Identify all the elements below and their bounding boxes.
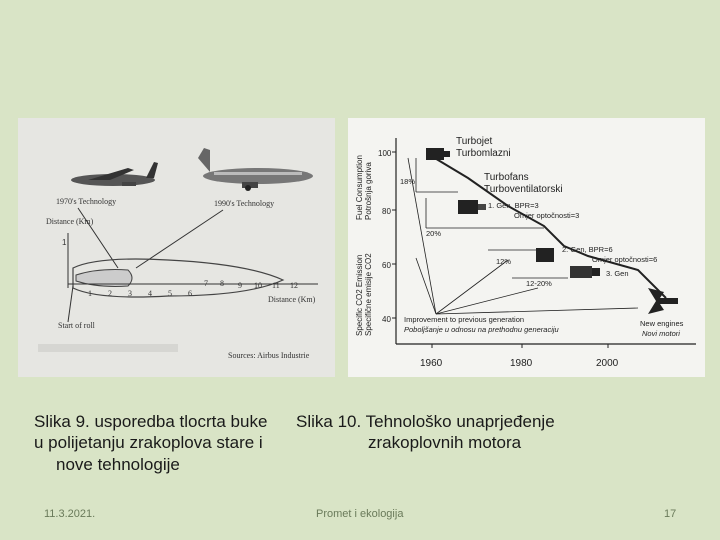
engine-evolution-figure	[348, 118, 705, 377]
x-tick: 9	[238, 281, 242, 290]
y-tick: 60	[382, 261, 391, 270]
new-engines-en: New engines	[640, 319, 684, 328]
trend-line	[428, 154, 666, 298]
plane-1970-icon	[71, 162, 158, 186]
x-tick: 8	[220, 279, 224, 288]
caption-left-line2: u polijetanju zrakoplova stare i	[34, 433, 263, 453]
plane-1990-icon	[198, 148, 313, 191]
x-tick: 5	[168, 289, 172, 298]
noise-footprint-figure	[18, 118, 335, 377]
turbomlazni-label: Turbomlazni	[456, 148, 511, 159]
x-tick: 11	[272, 281, 280, 290]
x-tick: 6	[188, 289, 192, 298]
gen3-engine-icon	[570, 266, 600, 278]
y-tick: 40	[382, 315, 391, 324]
caption-right	[296, 411, 596, 454]
y-title2-en: Specific CO2 Emission	[355, 254, 364, 336]
x-tick: 1	[88, 289, 92, 298]
turbojet-engine-icon	[426, 148, 450, 160]
turbofans-label: Turbofans	[484, 172, 529, 183]
label-1990: 1990's Technology	[214, 199, 275, 208]
caption-right-line2: zrakoplovnih motora	[368, 433, 522, 453]
footer-title: Promet i ekologija	[316, 508, 404, 520]
x-axis-title: Distance (Km)	[268, 295, 316, 304]
label-1970: 1970's Technology	[56, 197, 117, 206]
x-tick: 10	[254, 281, 262, 290]
y-tick: 100	[378, 149, 392, 158]
y-title-en: Fuel Consumption	[355, 155, 364, 220]
caption-right-line1: Slika 10. Tehnološko unaprjeđenje	[296, 412, 555, 431]
pct-12: 12%	[496, 257, 512, 266]
gen2-engine-icon	[536, 248, 554, 262]
x-tick: 2000	[596, 358, 619, 369]
x-tick: 3	[128, 289, 132, 298]
turbojet-label: Turbojet	[456, 136, 493, 147]
y-tick: 1	[62, 238, 67, 247]
omjer2-label: Omjer optočnosti=6	[592, 255, 658, 264]
footer-date: 11.3.2021.	[44, 508, 96, 520]
caption-left-line3: nove tehnologije	[56, 454, 180, 474]
gen1-label: 1. Gen, BPR=3	[488, 201, 539, 210]
pct-18: 18%	[400, 177, 416, 186]
x-tick: 4	[148, 289, 152, 298]
page-number: 17	[664, 508, 677, 520]
y-title-hr: Potrošnja goriva	[364, 162, 373, 220]
x-tick: 1960	[420, 358, 443, 369]
gen3-label: 3. Gen	[606, 269, 629, 278]
pct-12-20: 12-20%	[526, 279, 552, 288]
x-tick: 1980	[510, 358, 533, 369]
pct-20: 20%	[426, 229, 442, 238]
new-engine-icon	[648, 288, 678, 314]
distance-label: Distance (Km)	[46, 217, 94, 226]
improvement-hr: Poboljšanje u odnosu na prethodnu generaciju	[404, 325, 559, 334]
x-tick: 7	[204, 279, 208, 288]
gen2-label: 2. Gen, BPR=6	[562, 245, 613, 254]
x-tick: 2	[108, 289, 112, 298]
omjer1-label: Omjer optočnosti=3	[514, 211, 580, 220]
y-title2-hr: Specifične emisije CO2	[364, 253, 373, 336]
improvement-en: Improvement to previous generation	[404, 315, 525, 324]
start-of-roll: Start of roll	[58, 321, 95, 330]
turboventilatorski-label: Turboventilatorski	[484, 184, 563, 195]
gen1-engine-icon	[458, 200, 486, 214]
x-tick: 12	[290, 281, 298, 290]
new-engines-hr: Novi motori	[642, 329, 680, 338]
y-tick: 80	[382, 207, 391, 216]
caption-left-line1: Slika 9. usporedba tlocrta buke	[34, 412, 268, 431]
source-label: Sources: Airbus Industrie	[228, 351, 310, 360]
caption-left	[34, 411, 314, 475]
